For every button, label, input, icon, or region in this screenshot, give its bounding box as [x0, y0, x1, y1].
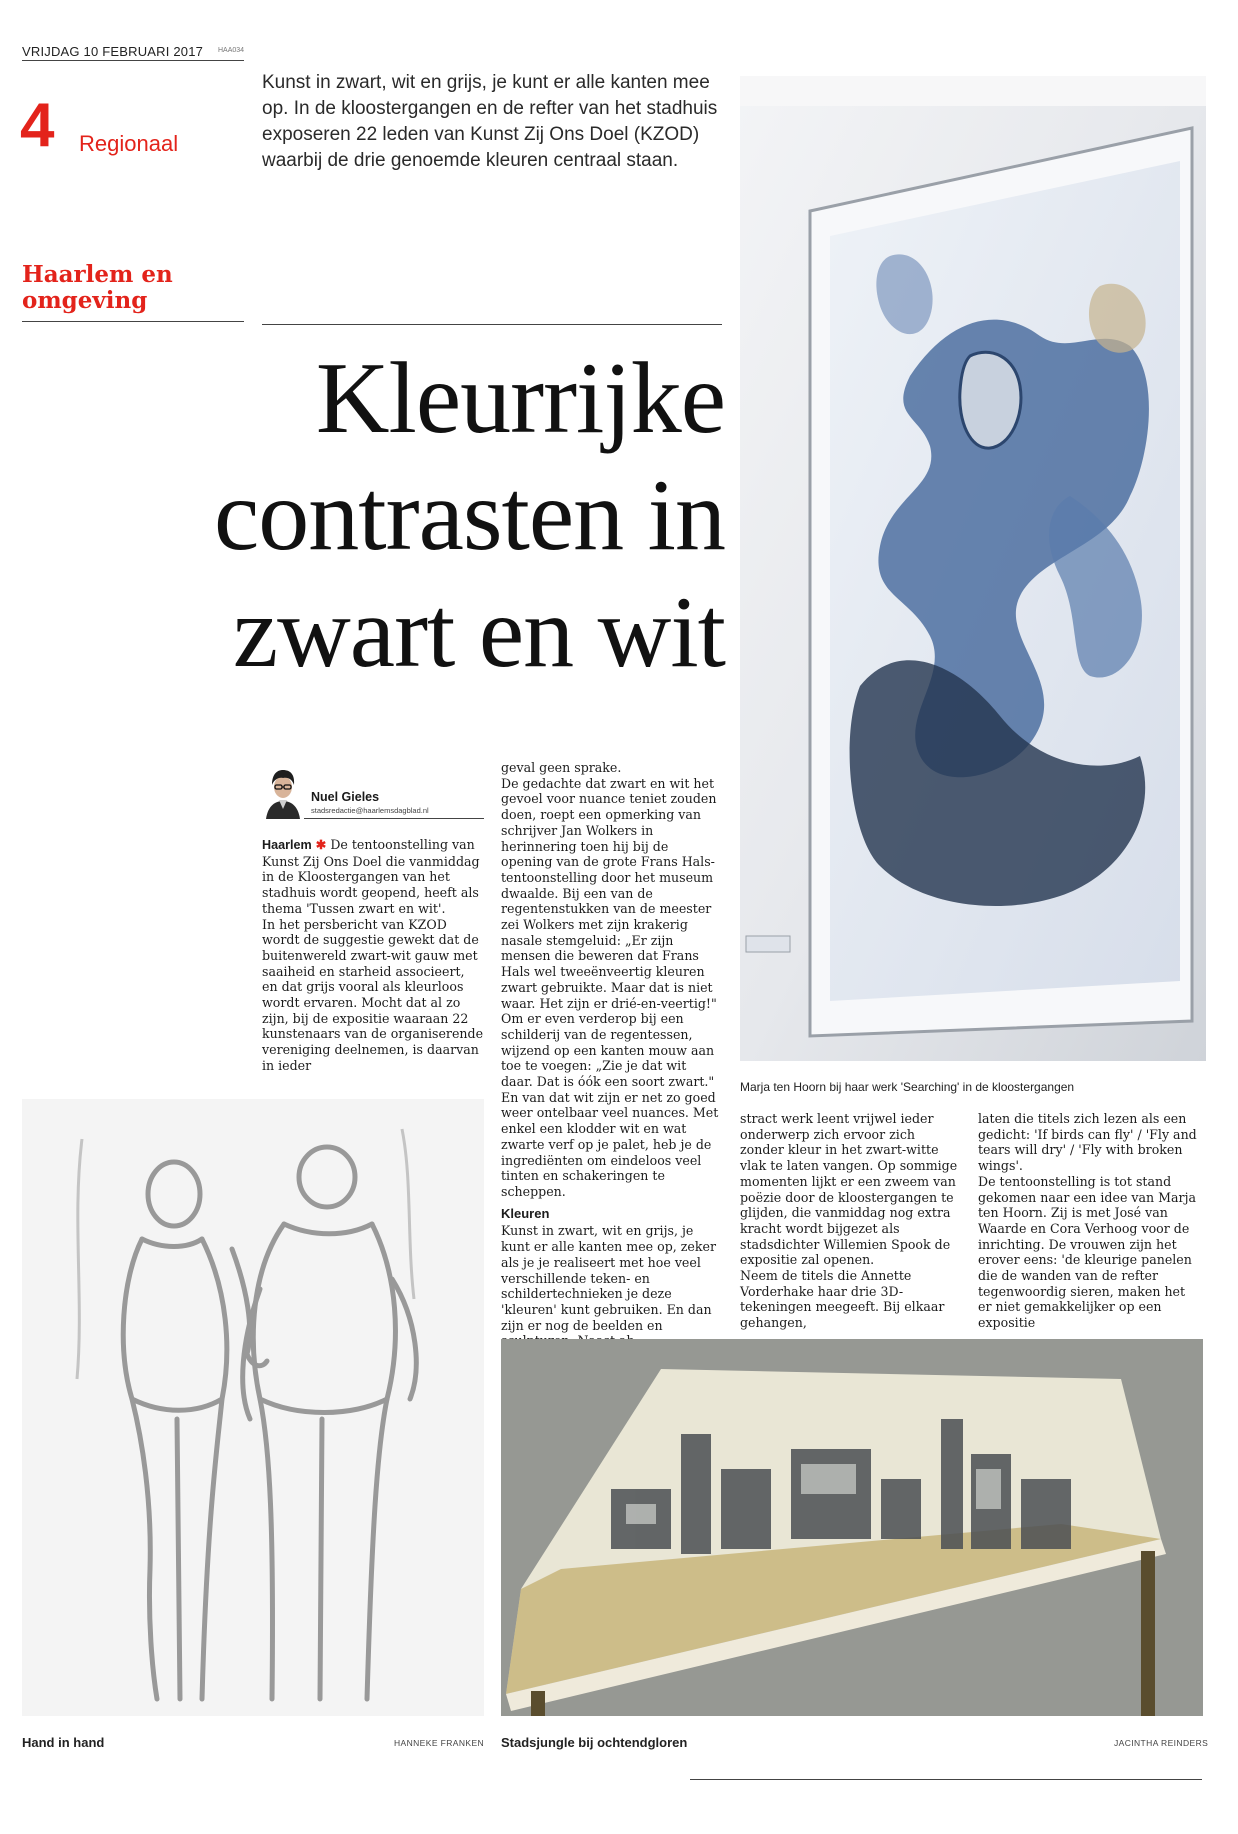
article-column-4	[978, 1111, 1198, 1331]
paragraph: Kunst in zwart, wit en grijs, je kunt er alle kanten mee op, zeker als je je realiseert met hoe veel verschillende teken- en schildertechnieken je deze 'kleuren' kunt gebruiken. En dan zijn er nog de beelden en	[501, 1223, 716, 1333]
headline-line-2: contrasten in	[214, 459, 725, 572]
divider	[22, 321, 244, 322]
headline-line-1: Kleurrijke	[315, 342, 725, 455]
page-code: HAA034	[218, 47, 245, 54]
kicker-line-1: Haarlem en	[22, 261, 173, 288]
divider	[22, 60, 244, 61]
bottom-photo-caption: Stadsjungle bij ochtendgloren	[501, 1735, 688, 1750]
divider	[690, 1779, 1202, 1780]
left-photo-caption: Hand in hand	[22, 1735, 105, 1750]
headline	[80, 340, 725, 691]
article-column-1	[262, 837, 484, 1074]
paragraph: stract werk leent vrijwel ieder onderwerp zich ervoor zich zonder kleur in het zwart-witte vlak te laten vangen. Op sommige momenten lijkt er een zweem van poëzie door de kloostergangen te glijden, die vanmiddag nog extra kracht wordt bijgezet als stadsdichter Willemien Spook de expositie zal openen.	[740, 1111, 958, 1268]
paragraph: In het persbericht van KZOD wordt de suggestie gewekt dat de buitenwereld zwart-wit gauw met saaiheid en starheid associeert, en dat grijs vooral als kleurloos wordt ervaren. Mocht dat al zo zijn, bij de expositie waaraan 22 kunstenaars van de organiserende vereniging deelnemen, is daarvan in ieder	[262, 916, 484, 1073]
subheading: Kleuren	[501, 1205, 550, 1221]
bottom-photo-credit: JACINTHA REINDERS	[1114, 1738, 1209, 1748]
main-photo-caption: Marja ten Hoorn bij haar werk 'Searching' in de kloostergangen	[740, 1080, 1075, 1094]
author-avatar	[262, 765, 304, 819]
main-photo	[740, 76, 1206, 1061]
article-intro: Kunst in zwart, wit en grijs, je kunt er alle kanten mee op. In de kloostergangen en de refter van het stadhuis exposeren 22 leden van Kunst Zij Ons Doel (KZOD) waarbij de drie genoemde kleuren centraal staan.	[262, 72, 718, 171]
divider	[262, 324, 722, 325]
paragraph: Neem de titels die Annette Vorderhake haar drie 3D-tekeningen meegeeft. Bij elkaar gehangen,	[740, 1268, 945, 1331]
section-name: Regionaal	[79, 131, 179, 156]
section-number: 4	[20, 91, 53, 160]
author-name: Nuel Gieles	[311, 790, 380, 804]
bottom-photo	[501, 1339, 1203, 1716]
kicker-line-2: omgeving	[22, 287, 148, 314]
paragraph	[262, 837, 484, 917]
asterisk-icon: ✱	[315, 837, 327, 852]
paragraph: De gedachte dat zwart en wit het gevoel voor nuance teniet zouden doen, roept een opmerking van schrijver Jan Wolkers in herinnering toen hij bij de opening van de grote Frans Hals-tentoonstelling door het museum dwaalde. Bij een van de regentenstukken van de meester zei Wolkers met zijn krakerig nasale stemgeluid: „Er zijn mensen die beweren dat Frans Hals wel tweeënveertig kleuren zwart gebruikte. Maar dat is niet waar. Het zijn er drié-en-veertig!" Om er even verderop bij een schilderij van de regentessen, wijzend op een kanten mouw aan toe te voegen: „Zie je dat wit daar. Dat is óók een soort zwart." En van dat wit zijn er net zo goed weer ontelbaar veel nuances. Met enkel een klodder wit en wat zwarte verf op je palet, heb je de ingrediënten om eindeloos veel tinten en schakeringen te scheppen.	[501, 775, 719, 1199]
left-photo-credit: HANNEKE FRANKEN	[394, 1738, 485, 1748]
author-email: stadsredactie@haarlemsdagblad.nl	[311, 806, 429, 815]
article-dateline: Haarlem	[262, 838, 312, 852]
article-column-3	[740, 1111, 959, 1331]
headline-line-3: zwart en wit	[232, 576, 725, 689]
paragraph-text: De tentoonstelling van Kunst Zij Ons Doel die vanmiddag in de Kloostergangen van het stadhuis wordt geopend, heeft als thema 'Tussen zwart en wit'.	[262, 837, 480, 916]
paragraph: De tentoonstelling is tot stand gekomen naar een idee van Marja ten Hoorn. Zij is met José van Waarde en Cora Verhoog voor de inrichting. De vrouwen zijn het erover eens: 'de kleurige panelen die de wanden van de refter tegenwoordig sieren, maken het er niet gemakkelijker op een expositie	[978, 1173, 1196, 1331]
paragraph: geval geen sprake.	[501, 760, 622, 775]
article-column-2	[501, 760, 719, 1349]
paragraph: laten die titels zich lezen als een gedicht: 'If birds can fly' / 'Fly and tears will dry' / 'Fly with broken wings'.	[978, 1111, 1197, 1174]
section-kicker	[22, 262, 242, 314]
left-photo	[22, 1099, 484, 1716]
page-date: VRIJDAG 10 FEBRUARI 2017	[22, 44, 204, 59]
